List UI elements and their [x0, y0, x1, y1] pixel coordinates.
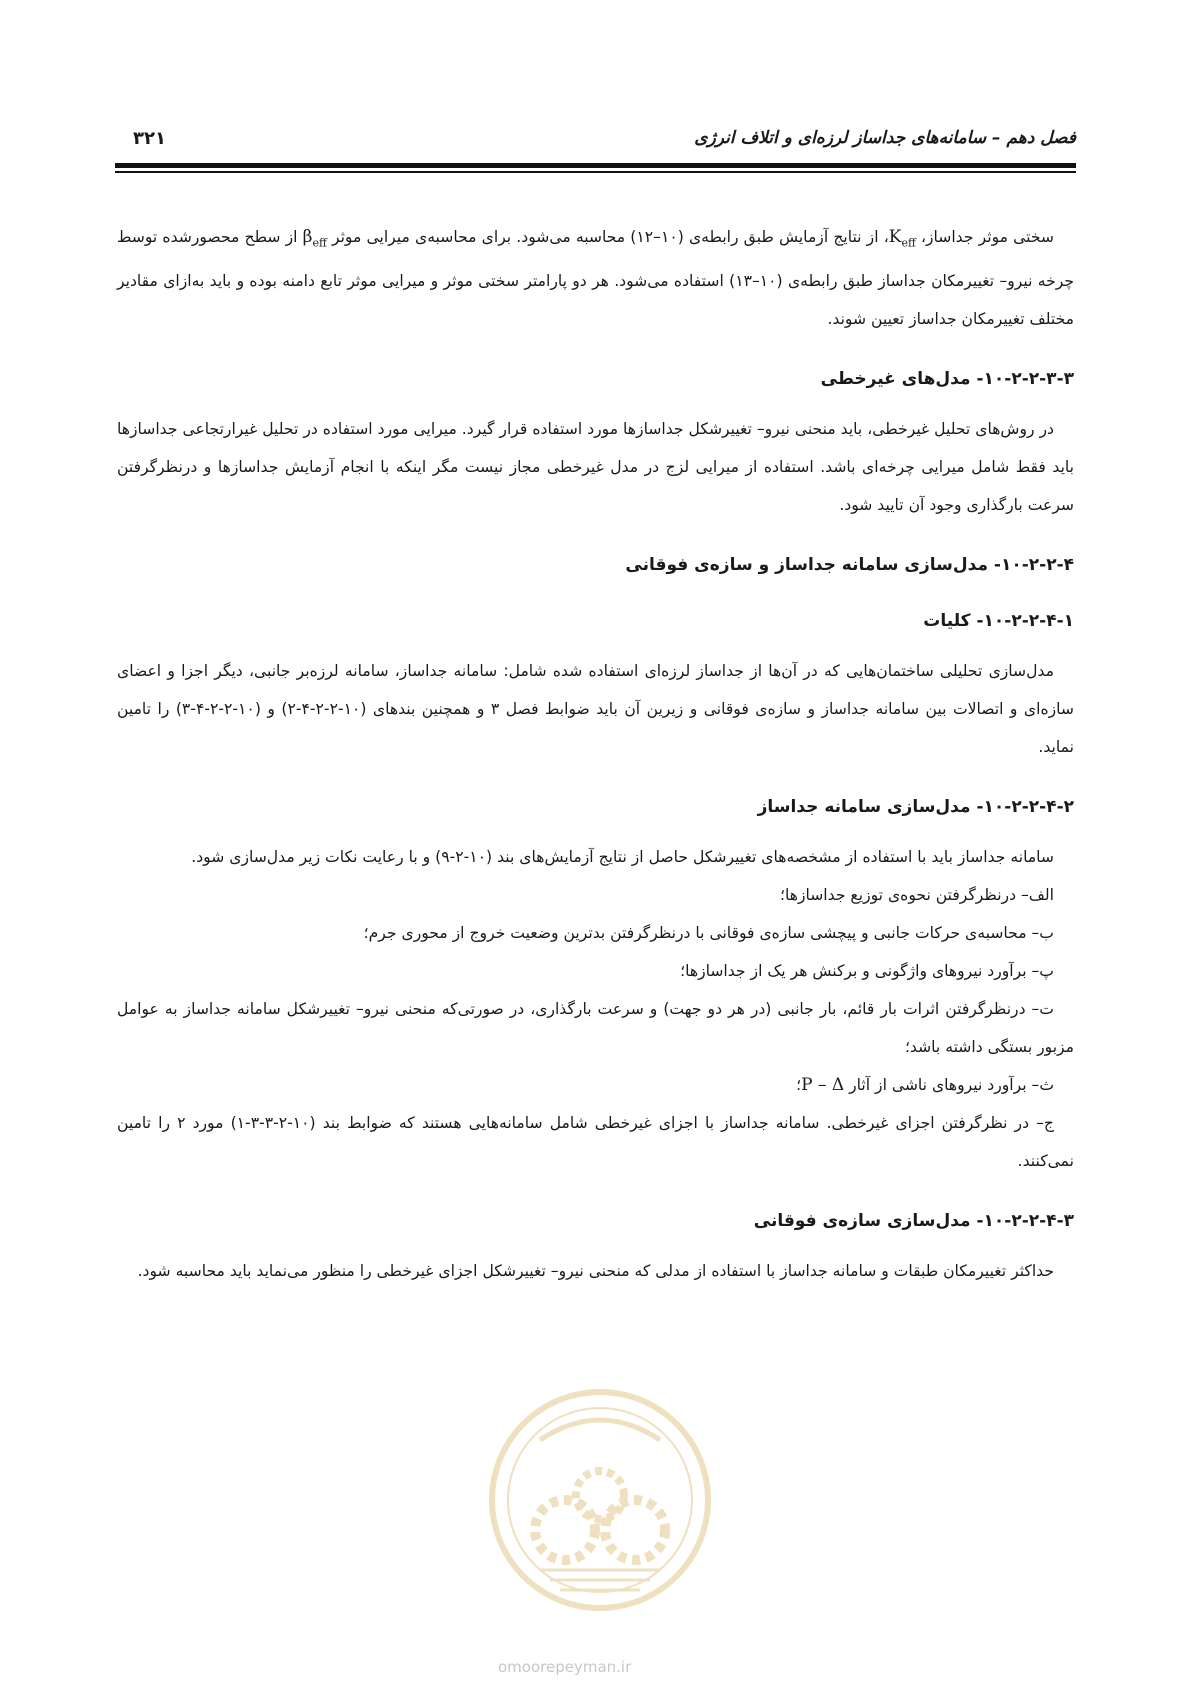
- header-rule-thick: [115, 163, 1076, 168]
- p-delta-symbol: P – Δ: [801, 1075, 845, 1096]
- running-header: [115, 128, 1076, 162]
- intro-text-a: سختی موثر جداساز،: [920, 228, 1054, 246]
- list-item: ب– محاسبه‌ی حرکات جانبی و پیچشی سازه‌ی فوقانی با درنظرگرفتن بدترین وضعیت خروج از محوری جرم؛: [363, 924, 1054, 943]
- body-text: [117, 218, 1074, 1290]
- watermark-site: omoorepeyman.ir: [498, 1658, 632, 1676]
- intro-text-b: ، از نتایج آزمایش طبق رابطه‌ی (۱۰–۱۲) محاسبه می‌شود. برای محاسبه‌ی میرایی موثر: [331, 228, 889, 246]
- heading-modeling-system: ۱۰-۲-۲-۴- مدل‌سازی سامانه جداساز و سازه‌ی فوقانی: [625, 555, 1074, 576]
- heading-nonlinear-models: ۱۰-۲-۲-۳-۳- مدل‌های غیرخطی: [820, 369, 1074, 390]
- list-item: پ– برآورد نیروهای واژگونی و برکنش هر یک از جداسازها؛: [680, 962, 1054, 981]
- intro-paragraph: [117, 218, 1074, 338]
- paragraph-superstructure-modeling: حداکثر تغییرمکان طبقات و سامانه جداساز با استفاده از مدلی که منحنی نیرو– تغییرشکل اجزای غیرخطی را منظور می‌نماید باید محاسبه شود.: [137, 1262, 1054, 1281]
- list-item-pdelta: ث– برآورد نیروهای ناشی از آثار P – Δ؛: [796, 1075, 1054, 1096]
- list-item: ج– در نظرگرفتن اجزای غیرخطی. سامانه جداساز با اجزای غیرخطی شامل سامانه‌هایی هستند که ضوابط بند (۱۰-۲-۳-۳-۱) مورد ۲ را تامین نمی‌کنند.: [117, 1114, 1074, 1171]
- intro-text-c: از سطح محصورشده توسط چرخه نیرو– تغییرمکان جداساز طبق رابطه‌ی (۱۰–۱۳) استفاده می‌شود. هر دو پارامتر سختی موثر و میرایی موثر تابع دامنه بوده و باید به‌ازای مقادیر مختلف تغییرمکان جداساز تعیین شوند.: [117, 228, 1075, 329]
- paragraph-nonlinear-models: در روش‌های تحلیل غیرخطی، باید منحنی نیرو– تغییرشکل جداسازها مورد استفاده قرار گیرد. میرایی مورد استفاده در تحلیل غیرارتجاعی جداسازها باید فقط شامل میرایی چرخه‌ای باشد. استفاده از میرایی لزج در مدل غیرخطی مجاز نیست مگر اینکه با انجام آزمایش جداسازها و درنظرگرفتن سرعت بارگذاری وجود آن تایید شود.: [117, 420, 1074, 515]
- list-item: الف– درنظرگرفتن نحوه‌ی توزیع جداسازها؛: [780, 886, 1054, 905]
- header-rule-thin: [115, 171, 1076, 173]
- heading-isolator-modeling: ۱۰-۲-۲-۴-۲- مدل‌سازی سامانه جداساز: [757, 797, 1074, 818]
- paragraph-general: مدل‌سازی تحلیلی ساختمان‌هایی که در آن‌ها از جداساز لرزه‌ای استفاده شده شامل: سامانه جداساز، سامانه لرزه‌بر جانبی، دیگر اجزا و اعضای سازه‌ای و اتصالات بین سامانه جداساز و سازه‌ی فوقانی و زیرین آن باید ضوابط فصل ۳ و همچنین بندهای (۱۰-۲-۲-۴-۲) و (۱۰-۲-۲-۴-۳) را تامین نماید.: [117, 662, 1074, 757]
- paragraph-isolator-modeling: سامانه جداساز باید با استفاده از مشخصه‌های تغییرشکل حاصل از نتایج آزمایش‌های بند (۱۰-۲-۹) و با رعایت نکات زیر مدل‌سازی شود.: [191, 848, 1054, 867]
- chapter-title: فصل دهم – سامانه‌های جداساز لرزه‌ای و اتلاف انرژی: [694, 128, 1076, 148]
- heading-superstructure-modeling: ۱۰-۲-۲-۴-۳- مدل‌سازی سازه‌ی فوقانی: [753, 1211, 1074, 1232]
- seal-watermark: [480, 1380, 720, 1620]
- page-number: ۳۲۱: [133, 128, 166, 149]
- heading-general: ۱۰-۲-۲-۴-۱- کلیات: [923, 611, 1074, 632]
- list-item: ت– درنظرگرفتن اثرات بار قائم، بار جانبی (در هر دو جهت) و سرعت بارگذاری، در صورتی‌که منحنی نیرو– تغییرشکل سامانه جداساز به عوامل مزبور بستگی داشته باشد؛: [117, 1000, 1074, 1057]
- beff-symbol: $\beta_{eff}$: [302, 227, 327, 250]
- keff-symbol: $K_{eff}$: [888, 227, 916, 250]
